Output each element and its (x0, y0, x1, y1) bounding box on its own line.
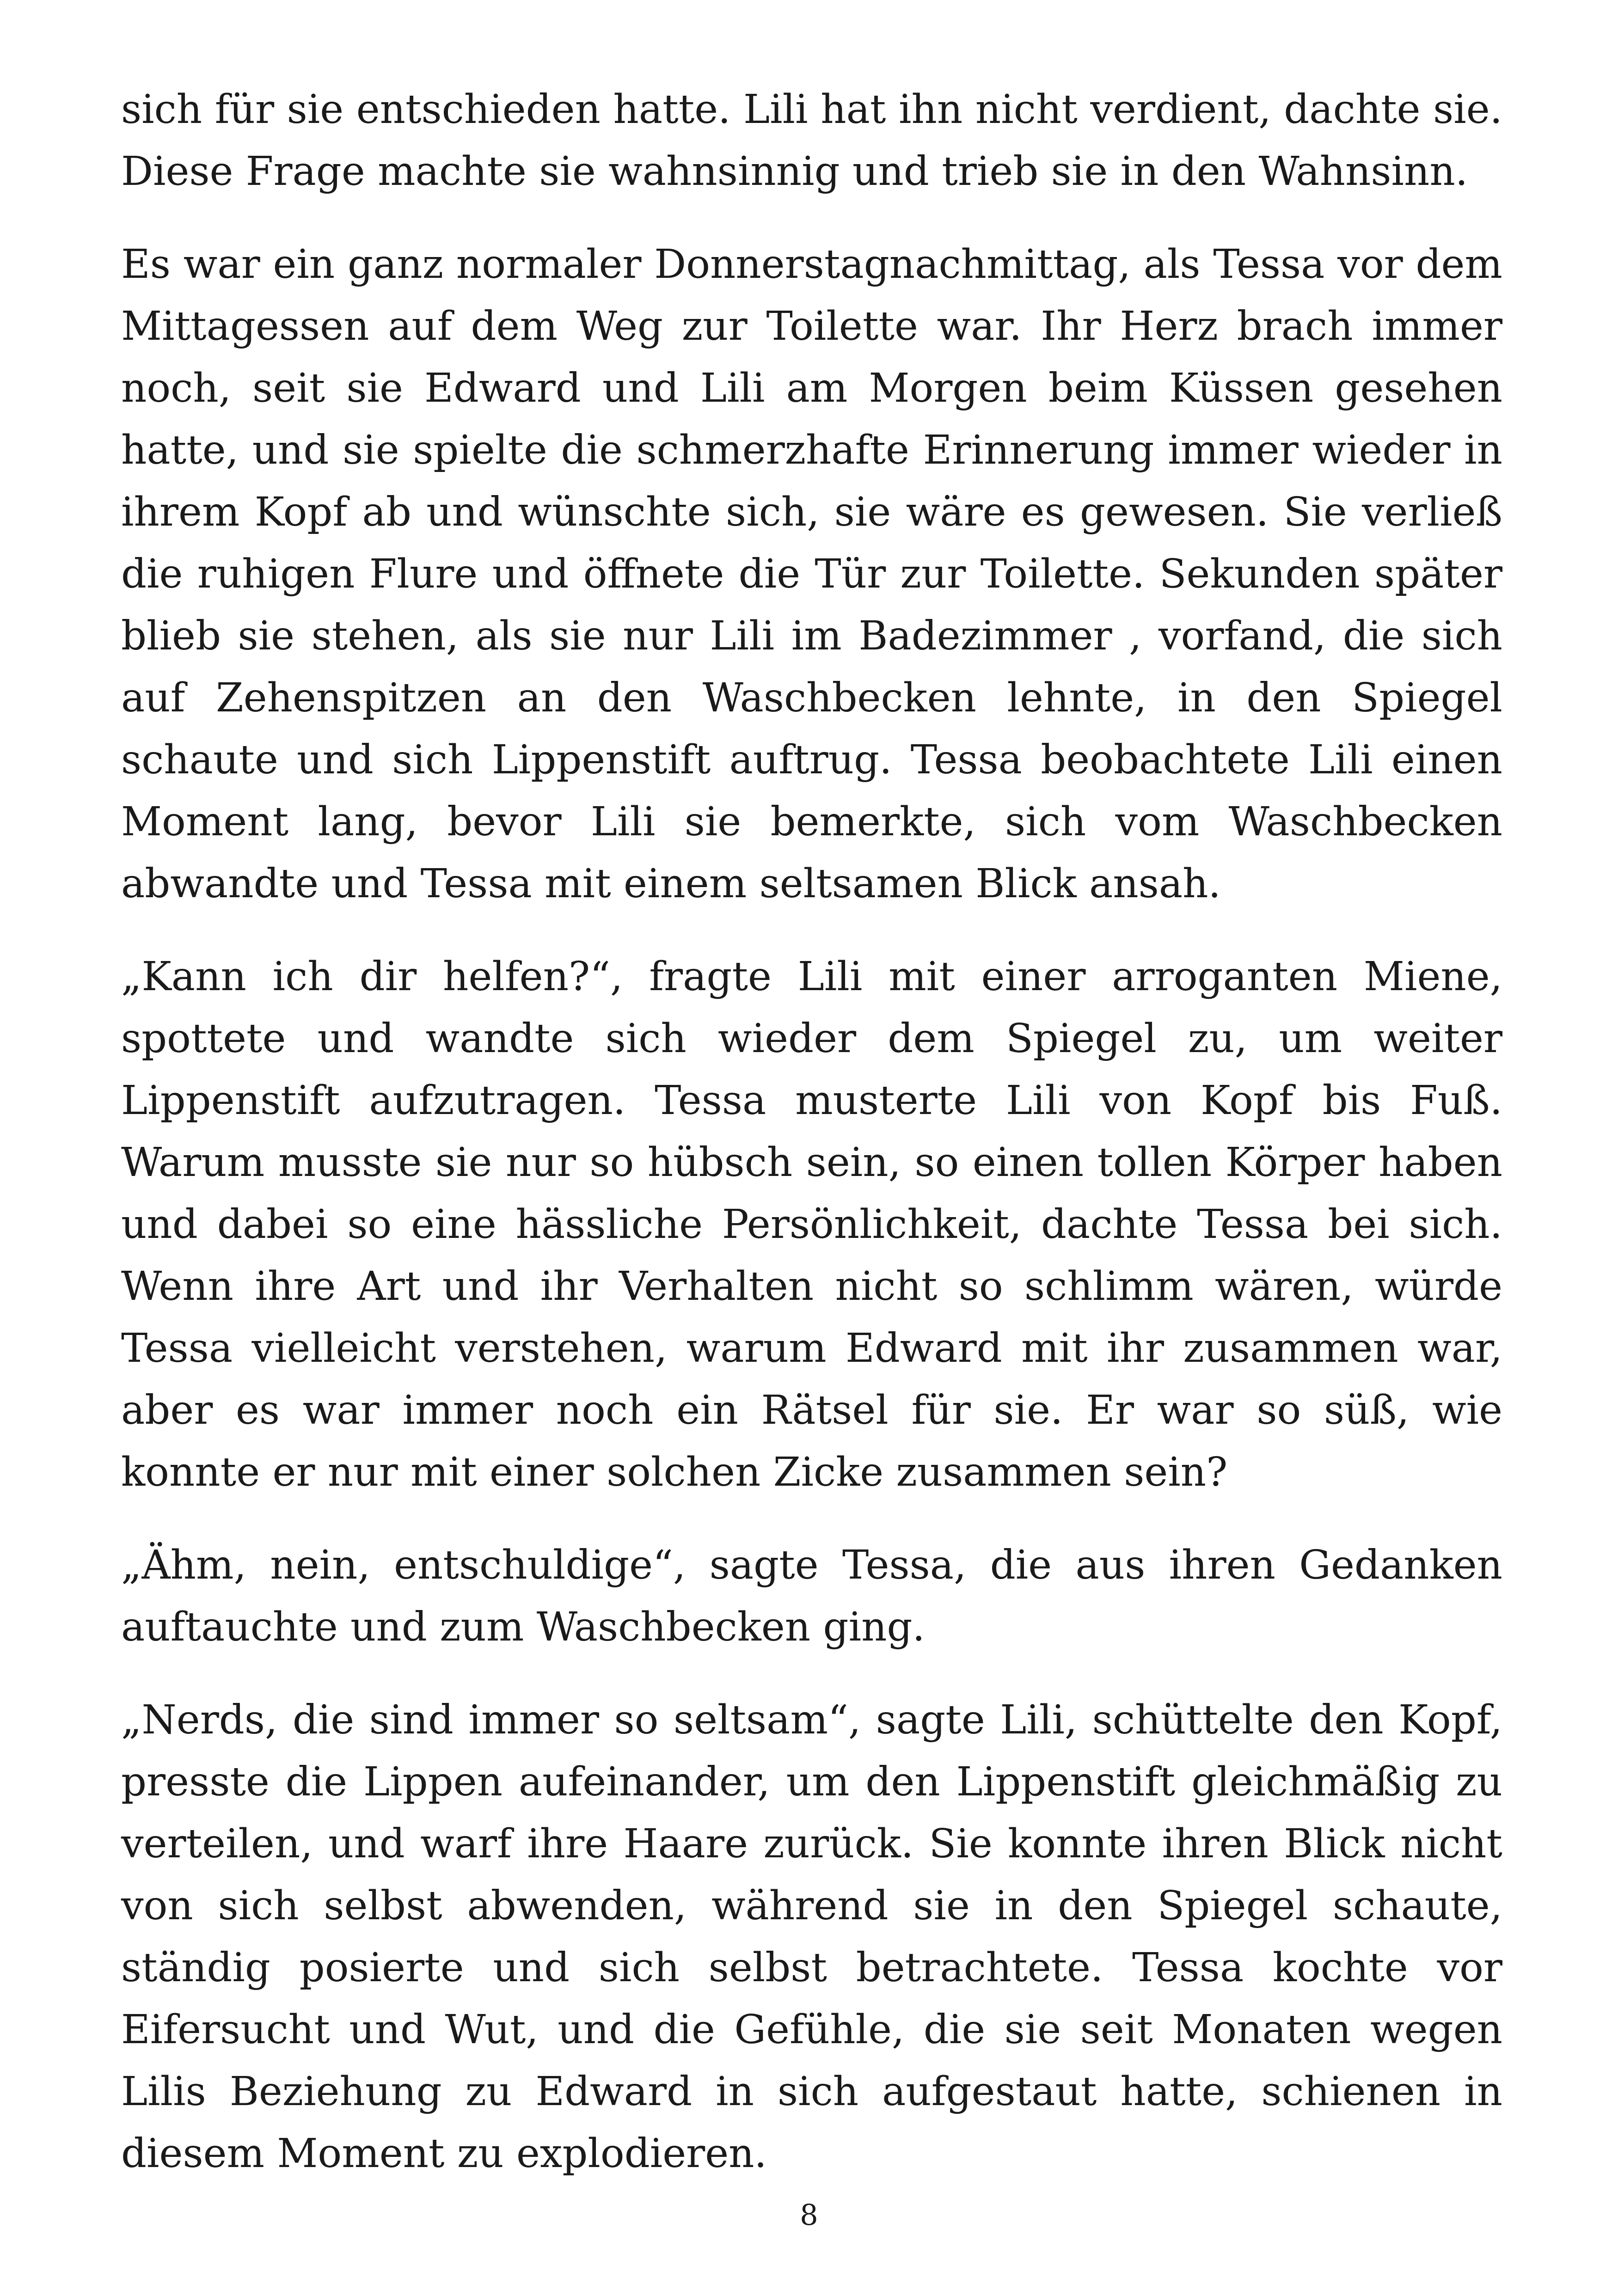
paragraph-2: Es war ein ganz normaler Donnerstagnachmittag, als Tessa vor dem Mittagessen auf dem Weg zur Toilette war. Ihr Herz brach immer noch, seit sie Edward und Lili am Morgen beim Küssen gesehen hatte, und sie spielte die schmerzhafte Erinnerung immer wieder in ihrem Kopf ab und wünschte sich, sie wäre es gewesen. Sie verließ die ruhigen Flure und öffnete die Tür zur Toilette. Sekunden später blieb sie stehen, als sie nur Lili im Badezimmer , vorfand, die sich auf Zehenspitzen an den Waschbecken lehnte, in den Spiegel schaute und sich Lippenstift auftrug. Tessa beobachtete Lili einen Moment lang, bevor Lili sie bemerkte, sich vom Waschbecken abwandte und Tessa mit einem seltsamen Blick ansah. (121, 241, 1502, 907)
paragraph-3: „Kann ich dir helfen?“, fragte Lili mit einer arroganten Miene, spottete und wandte sich wieder dem Spiegel zu, um weiter Lippenstift aufzutragen. Tessa musterte Lili von Kopf bis Fuß. Warum musste sie nur so hübsch sein, so einen tollen Körper haben und dabei so eine hässliche Persönlichkeit, dachte Tessa bei sich. Wenn ihre Art und ihr Verhalten nicht so schlimm wären, würde Tessa vielleicht verstehen, warum Edward mit ihr zusammen war, aber es war immer noch ein Rätsel für sie. Er war so süß, wie konnte er nur mit einer solchen Zicke zusammen sein? (121, 954, 1502, 1495)
paragraph-5: „Nerds, die sind immer so seltsam“, sagte Lili, schüttelte den Kopf, presste die Lippen aufeinander, um den Lippenstift gleichmäßig zu verteilen, und warf ihre Haare zurück. Sie konnte ihren Blick nicht von sich selbst abwenden, während sie in den Spiegel schaute, ständig posierte und sich selbst betrachtete. Tessa kochte vor Eifersucht und Wut, und die Gefühle, die sie seit Monaten wegen Lilis Beziehung zu Edward in sich aufgestaut hatte, schienen in diesem Moment zu explodieren. (121, 1697, 1502, 2177)
paragraph-1: sich für sie entschieden hatte. Lili hat ihn nicht verdient, dachte sie. Diese Frage machte sie wahnsinnig und trieb sie in den Wahnsinn. (121, 86, 1502, 195)
page-number: 8 (800, 2198, 818, 2232)
body-text (121, 79, 1502, 2185)
paragraph-4: „Ähm, nein, entschuldige“, sagte Tessa, die aus ihren Gedanken auftauchte und zum Waschbecken ging. (121, 1542, 1502, 1650)
